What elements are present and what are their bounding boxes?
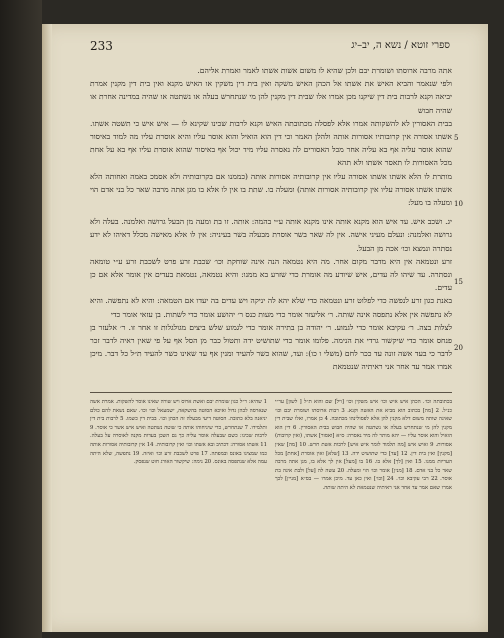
paragraph: זרע ונטמאה אין היא מדבר מקום אחר. מה היא נטמאה הנה אינה שוחקת וכו׳ שכבת זרע פרט לשכבת זרע ע״י טומאה ונסתרה. עד שיהו לה עדים, איש שיודע מה אומרת כדי שזרע בא ממנו: והיא נטמאה, נטמאת בעדים אין אומר אלא אם כן עדים.	[90, 256, 452, 293]
page-gutter-shadow	[42, 24, 52, 632]
book-page	[42, 24, 488, 632]
line-number: 20	[454, 344, 463, 352]
paragraph: מותרת לו הלא אשתו אשתו אסורה עליו אין קרובותיה אסורות אותה (כממנו אם בקרובותיה ולא אסמכ באמה ואחותה הלא אשתו אשתו אסורה עליו אין קרובותיה אסורות אותה) ומעלה בו. שתת בו אין לו אלא בו מגן אתה מרבה שאר כל בני אדם הוי ומעלה בו מעל:	[90, 171, 452, 208]
page-number: 233	[90, 39, 113, 53]
line-number: 15	[454, 278, 463, 286]
paragraph: בבית האסורין לא להשקותה אמרו אלא לפסלה מכתובתה האיש וקנא לרבות שכינו שקינא לו — איש איש כי תשטה אשתו. אשתו אסורה אין קרובותיו אסורות אותה ולהלן האמר וכי דין הוא הואיל והוא אוסר עליו והיא אוסרת עליו מה למוד באיסור שהוא אוסר עליה אף בא עליה אחר מכל האסורים לה נאסרה עליו מיד יכול אף באיסור שהוא אוסרת עליו אף בא על אחת מכל האסורות לו תאסר אשתו ולא תהא	[90, 118, 452, 168]
footnote-divider	[90, 392, 452, 393]
paragraph: באנת כגון זרע לנפשה כדי לפלוט זרע ונטמאה כדי שלא יהא לה יניקה ויש עדים בה יעדו אם הטמאה: והיא לא נתפשה. והיא לא נתפשה אין אלא נתפסה אינה שותה. ר׳ אליעזר אומר כדי מעות כנס ר׳ יהושע אומר כדי לשתות. בן עזאי אומר כדי	[90, 296, 452, 319]
footnote-column-left	[275, 398, 452, 493]
footnotes-block	[90, 398, 452, 493]
footnote-text: 1 שהיא: ר״ל כגון שומרת יבם ואשת ארוס ויש שורה שאינו אוסר להשקות. אמרת אשה שנארסה לכהן גדול ואיכא הסוטה בהשקאה, ישמעאל וכו׳ וכו׳. שאם נשאת להם כולם יניאנה בלא כתובה. הסוטה דיעי מבעלה זה הכהן וכו׳. בבית דין כשמו. 5 לרבות בית דין ותלמידו. 7 שנתחרש, כדי שיניחוהו אותה כי שוטה נשתטה ואיש איש אשר כי אוסר. 9 לרבות שכינו: כשם שבעלה אוסר עליה כך גם השכן בעדות מקנה לאוסרה על בעלה. 11 אשתו אסורה: דכתיב ובא אשתו וכו׳ ואין קרובותיה. 14 אין קרובותיה אסורות אותה כמו שמצינו באונס ובמפתה. 17 פרט לשכבת זרע וכו׳ ואיזה. 19 נתפשה, שלא היתה עמה אלא שנתפסה באונס. 20 נימה: שיקשור האורג חוט שנפסק.	[90, 399, 268, 466]
paragraph: אתה מרבה ארוסתו ושומרת יבם ולכן שהיא לו משום אשות אשתו לאמר ואמרת אליהם.	[197, 66, 452, 75]
page-header	[90, 39, 450, 57]
running-head: ספרי זוטא / נשא ה, יב–יג	[351, 40, 450, 51]
line-number: 10	[454, 200, 463, 208]
paragraph: לצלות בצה. ר׳ עקיבא אומר כדי לגמוע. ר׳ יהודה בן בתירה אומר כדי לגמוע שלש ביצים מגולגלות זו אחר זו. ר׳ אלעזר בן פנחס אומר כדי שיקשור גרדי את הנימה. פלומו אומר כדי שתושיט ידה ותטול כבר מן הסל אף על פי שאין ראיה לדבר זכר לדבר כי בעד אשה זונה עד ככר לחם (משלי ו כו): ועד, שהוא כשר להעיד ומנין אף עד שאינו כשר להעיד ת״ל כל דבר. מיכן אמרו אמר עד אחר אני ראיתיה שנטמאת	[90, 322, 452, 372]
footnote-text: בכתובתה וכו׳. הכהן איש איש וכו׳ איש משקין וכו׳ [ויל] שם והוא ת״ל [ לשון] ער״י כנ״ל. 2 [מה] בכתוב הוא מביא את האשה וקנא. 3 רבות ארוסתו ושומרת יבם וכו׳ שאינה שותה משום דלא מקנין להן אלא לפסולינהו מכתובה. 4 כן אמרו, ואלו שבית דין מקנין להן מי שנתחרש בעלה או נשתטה או שהיה חבוש בבית האסורין. 6 דין הוא הואיל והוא אוסר עליו — יהא מותר לה מיד נאסרה: ס״א [ואסור] אשתו, (ואין קרובות) אסורות. 9 ואיש איש [מה תלמוד לומר איש איש] לרבות אשת חרש. 10 [מה] שאין [מקנין] ואין בית דין. 12 [עד] כדי שתושיט ידה. 13 [שלא] ואין אוסרת [אחת] מכל העריות ממנו. 15 ואין [לך] אלא בו. 16 בו [מעל] אין לך אלא בו, מגן אתה מרבה שאר כל בני אדם. 18 [מנין] אומר וכו׳ הוי ומעלה. 20 עשה לה [על] ולבת אינה בת אוסר. 22 רבי עקיבא וכו׳. 24 [וכו׳] ואין כאן עד. מיכן אמרו — בס״א [מניין] לכך אמרו שאם אמר עד אחד אני ראיתיה שנטמאת לא היתה שותה.	[275, 399, 453, 491]
book-binding	[0, 0, 42, 638]
paragraph: יג. ושכב איש. עד איש הוא מקנא אותה אינו מקנא אותה ע״י בהמה: אותה. זו בת ומעה מן הבעל גרושה ואלמנה. בעלה ולא גרושה ואלמנה: ונעלם מעיני אישה. אין לה שאר בשר אוסרת מבעלה בשר בעיניה: אין לו אלא מאישה מכלל דאיהו לא ידע נסתרה ונמצא וכו׳ אכה מן הבעל.	[90, 217, 452, 253]
line-number: 5	[454, 134, 459, 142]
footnote-column-right	[90, 398, 267, 493]
paragraph: ולפי שנאמר והביא האיש את אשתו אל הכהן האיש משקה ואין בית דין משקין או האיש מקנא ואין בית דין מקנין אמרת יביאה וקנא לרבות בית דין שיקנו מכן אמרו אלו שבית דין מקנין להן מי שנתחרש בעלה או נשתטה או שהיה במדינה אחרת או שהיה חבוש	[90, 79, 452, 115]
main-text-block	[90, 64, 452, 374]
